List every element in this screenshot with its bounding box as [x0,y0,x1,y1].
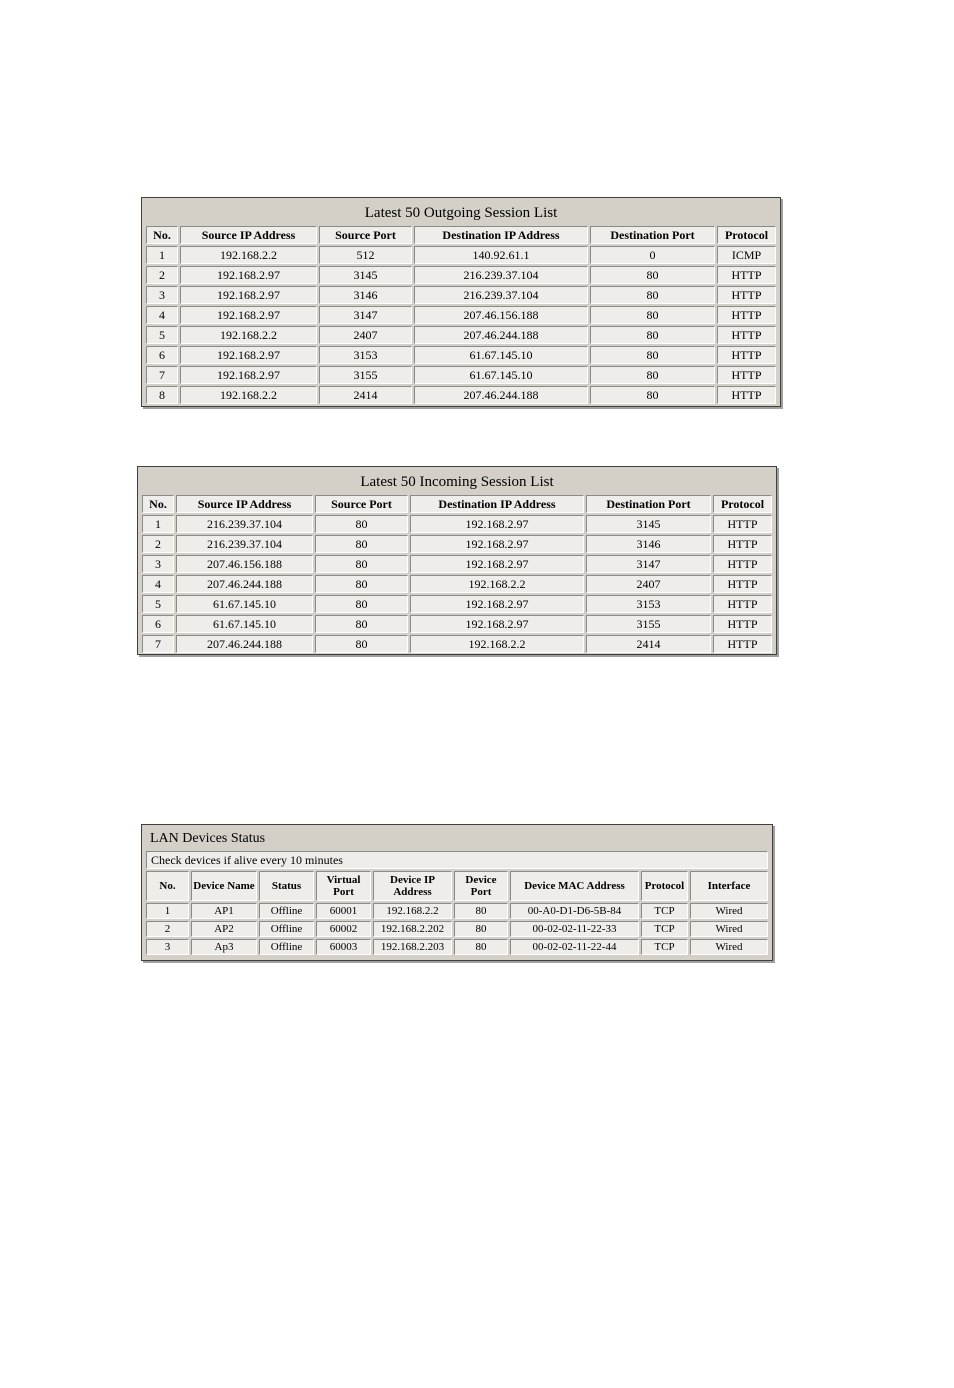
table-cell: 3145 [319,266,412,284]
table-cell: HTTP [717,326,776,344]
table-cell: HTTP [713,595,772,613]
table-cell: 60002 [316,921,371,937]
table-cell: 60001 [316,903,371,919]
table-cell: Wired [690,903,768,919]
table-cell: Offline [259,903,314,919]
lan-devices-panel [141,824,773,961]
table-row [146,366,776,384]
column-header: No. [146,871,189,901]
table-row [146,266,776,284]
table-header-row [146,226,776,244]
table-cell: 3155 [319,366,412,384]
column-header: Device IP Address [373,871,452,901]
table-cell: 192.168.2.97 [180,346,317,364]
table-row [142,575,772,593]
table-cell: HTTP [717,386,776,404]
table-cell: 00-02-02-11-22-33 [510,921,639,937]
column-header: Device Port [454,871,508,901]
column-header: Protocol [641,871,688,901]
lan-subtitle: Check devices if alive every 10 minutes [146,851,768,869]
table-row [142,515,772,533]
table-cell: Wired [690,921,768,937]
table-cell: HTTP [713,635,772,653]
table-cell: 3147 [586,555,711,573]
table-cell: 192.168.2.97 [410,595,584,613]
table-row [142,555,772,573]
table-cell: 60003 [316,939,371,955]
table-cell: 192.168.2.2 [410,575,584,593]
table-cell: 2 [146,266,178,284]
table-cell: 192.168.2.97 [180,366,317,384]
table-cell: 7 [146,366,178,384]
table-row [142,535,772,553]
table-cell: 4 [146,306,178,324]
table-cell: HTTP [713,515,772,533]
table-cell: 80 [315,515,408,533]
column-header: Virtual Port [316,871,371,901]
table-cell: 192.168.2.2 [180,246,317,264]
column-header: Status [259,871,314,901]
table-cell: HTTP [717,346,776,364]
table-cell: 216.239.37.104 [414,286,588,304]
table-cell: 80 [315,575,408,593]
table-cell: HTTP [713,555,772,573]
table-cell: Offline [259,921,314,937]
table-cell: 80 [590,286,715,304]
table-cell: 6 [142,615,174,633]
table-cell: 3153 [319,346,412,364]
table-cell: 80 [590,266,715,284]
table-row [146,346,776,364]
table-cell: 192.168.2.2 [410,635,584,653]
table-cell: 192.168.2.97 [180,306,317,324]
table-cell: 5 [146,326,178,344]
table-cell: 2407 [586,575,711,593]
table-cell: 3 [142,555,174,573]
table-row [146,286,776,304]
table-cell: AP2 [191,921,257,937]
column-header: Destination IP Address [414,226,588,244]
table-cell: 140.92.61.1 [414,246,588,264]
column-header: Source Port [315,495,408,513]
table-cell: 3147 [319,306,412,324]
table-row [146,903,768,919]
table-cell: 3146 [319,286,412,304]
table-cell: 80 [590,346,715,364]
table-row [146,326,776,344]
table-cell: 6 [146,346,178,364]
table-cell: 80 [454,939,508,955]
table-cell: 207.46.244.188 [176,575,313,593]
table-row [146,939,768,955]
table-cell: 216.239.37.104 [176,515,313,533]
table-cell: AP1 [191,903,257,919]
table-cell: 192.168.2.203 [373,939,452,955]
table-row [142,615,772,633]
table-cell: 0 [590,246,715,264]
column-header: Source Port [319,226,412,244]
table-cell: HTTP [713,575,772,593]
table-cell: 192.168.2.2 [180,386,317,404]
table-cell: TCP [641,903,688,919]
column-header: Destination IP Address [410,495,584,513]
incoming-session-table [140,469,774,655]
table-cell: TCP [641,921,688,937]
table-cell: 192.168.2.2 [180,326,317,344]
table-cell: 2 [142,535,174,553]
column-header: Destination Port [586,495,711,513]
table-cell: 00-02-02-11-22-44 [510,939,639,955]
table-cell: 80 [590,386,715,404]
table-cell: 80 [590,326,715,344]
table-cell: 1 [146,246,178,264]
column-header: No. [142,495,174,513]
table-cell: 3 [146,286,178,304]
outgoing-title: Latest 50 Outgoing Session List [146,202,776,224]
table-cell: 61.67.145.10 [176,595,313,613]
column-header: Device Name [191,871,257,901]
table-cell: HTTP [713,615,772,633]
table-cell: 61.67.145.10 [414,366,588,384]
table-cell: 192.168.2.97 [180,266,317,284]
table-cell: 80 [315,535,408,553]
table-cell: 80 [454,921,508,937]
table-row [146,306,776,324]
table-row [142,595,772,613]
column-header: Device MAC Address [510,871,639,901]
column-header: Interface [690,871,768,901]
table-cell: 3 [146,939,189,955]
table-cell: 3146 [586,535,711,553]
incoming-session-panel [137,466,777,655]
table-cell: 4 [142,575,174,593]
lan-title: LAN Devices Status [146,829,768,849]
table-cell: ICMP [717,246,776,264]
table-cell: 192.168.2.2 [373,903,452,919]
table-cell: Ap3 [191,939,257,955]
table-cell: 192.168.2.97 [180,286,317,304]
table-cell: 192.168.2.202 [373,921,452,937]
table-cell: 80 [315,555,408,573]
column-header: Protocol [717,226,776,244]
table-cell: 207.46.156.188 [414,306,588,324]
column-header: Destination Port [590,226,715,244]
table-cell: Wired [690,939,768,955]
table-cell: 1 [142,515,174,533]
table-cell: 192.168.2.97 [410,615,584,633]
table-cell: 1 [146,903,189,919]
column-header: Source IP Address [176,495,313,513]
table-cell: 80 [315,595,408,613]
column-header: Source IP Address [180,226,317,244]
table-cell: 80 [315,635,408,653]
table-cell: 207.46.244.188 [414,326,588,344]
table-cell: 8 [146,386,178,404]
table-row [146,386,776,404]
table-cell: 2414 [319,386,412,404]
table-cell: 192.168.2.97 [410,515,584,533]
table-cell: 207.46.244.188 [176,635,313,653]
table-cell: 192.168.2.97 [410,535,584,553]
table-cell: 61.67.145.10 [414,346,588,364]
table-cell: 80 [454,903,508,919]
outgoing-session-panel [141,197,781,407]
table-cell: 80 [590,306,715,324]
outgoing-session-table [144,200,778,406]
table-cell: HTTP [717,266,776,284]
table-header-row [146,871,768,901]
table-cell: 192.168.2.97 [410,555,584,573]
table-cell: 61.67.145.10 [176,615,313,633]
table-cell: 3153 [586,595,711,613]
table-cell: HTTP [717,306,776,324]
table-header-row [142,495,772,513]
table-cell: Offline [259,939,314,955]
table-cell: HTTP [717,286,776,304]
table-cell: HTTP [713,535,772,553]
table-row [146,246,776,264]
table-row [142,635,772,653]
table-cell: 2414 [586,635,711,653]
table-cell: 216.239.37.104 [176,535,313,553]
lan-devices-table [144,827,770,957]
table-cell: 00-A0-D1-D6-5B-84 [510,903,639,919]
column-header: Protocol [713,495,772,513]
table-cell: 80 [315,615,408,633]
table-row [146,921,768,937]
table-cell: 7 [142,635,174,653]
table-cell: 2407 [319,326,412,344]
table-cell: 3155 [586,615,711,633]
table-cell: 207.46.244.188 [414,386,588,404]
column-header: No. [146,226,178,244]
table-cell: TCP [641,939,688,955]
table-cell: 2 [146,921,189,937]
table-cell: 5 [142,595,174,613]
table-cell: HTTP [717,366,776,384]
table-cell: 216.239.37.104 [414,266,588,284]
table-cell: 207.46.156.188 [176,555,313,573]
table-cell: 3145 [586,515,711,533]
table-cell: 512 [319,246,412,264]
incoming-title: Latest 50 Incoming Session List [142,471,772,493]
table-cell: 80 [590,366,715,384]
